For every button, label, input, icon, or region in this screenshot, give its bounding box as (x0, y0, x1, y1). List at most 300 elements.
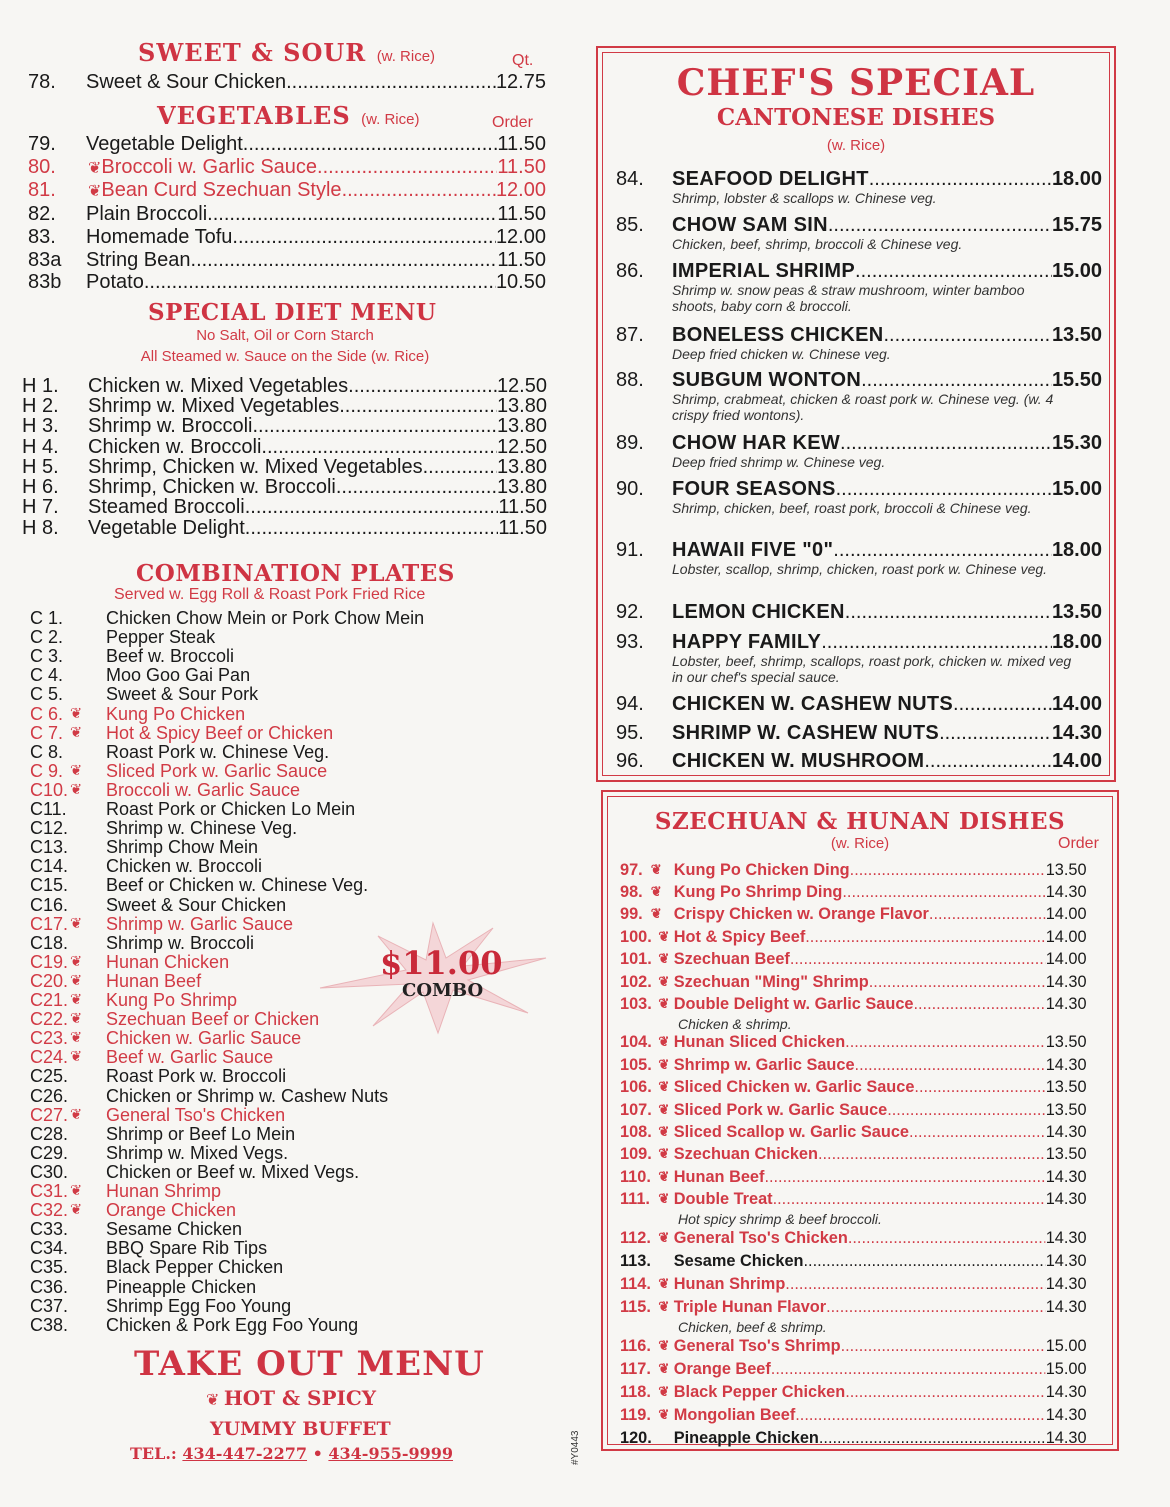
item-number: C24. (30, 1047, 69, 1068)
section-note: (w. Rice) (376, 48, 436, 65)
dot-leader (342, 179, 496, 201)
dot-leader (232, 226, 496, 248)
menu-item[interactable] (616, 260, 1102, 314)
item-name: Shrimp w. Broccoli (88, 415, 253, 437)
menu-item[interactable] (620, 1032, 1087, 1052)
menu-item[interactable] (620, 949, 1087, 969)
menu-item[interactable] (28, 271, 546, 293)
menu-item[interactable] (22, 497, 547, 517)
dot-leader (339, 396, 497, 416)
item-name: CHOW HAR KEW (672, 432, 841, 454)
menu-item[interactable] (30, 1144, 288, 1163)
dot-leader (845, 1032, 1046, 1052)
item-name: Shrimp w. Chinese Veg. (106, 818, 298, 839)
dot-leader (253, 416, 497, 436)
menu-item[interactable] (30, 705, 245, 724)
dot-leader (939, 722, 1052, 744)
pepper-icon: ❦ (88, 160, 102, 177)
item-description: Chicken, beef, shrimp, broccoli & Chinese veg. (672, 236, 963, 252)
section-subtitle: CANTONESE DISHES (716, 104, 996, 131)
pepper-icon: ❦ (658, 1407, 670, 1422)
restaurant-name: YUMMY BUFFET (210, 1418, 391, 1440)
pepper-icon: ❦ (658, 1361, 670, 1376)
item-number: C 6. (30, 703, 64, 724)
item-name: Kung Po Shrimp Ding (673, 882, 843, 901)
menu-item[interactable] (620, 1336, 1087, 1356)
hot-spicy-legend (206, 1386, 376, 1410)
item-name: Crispy Chicken w. Orange Flavor (673, 904, 929, 923)
menu-item[interactable] (22, 416, 547, 436)
item-price: 14.30 (1045, 1189, 1087, 1208)
item-number: 106. (620, 1077, 652, 1096)
menu-item[interactable] (620, 1405, 1087, 1425)
separator: • (312, 1444, 323, 1463)
dot-leader (243, 133, 498, 155)
menu-item[interactable] (28, 249, 546, 271)
item-price: 10.50 (495, 271, 546, 293)
menu-item[interactable] (620, 1274, 1087, 1294)
menu-item[interactable] (30, 1201, 236, 1220)
pepper-icon: ❦ (70, 1106, 83, 1123)
item-name: Orange Chicken (106, 1200, 237, 1221)
item-number: 81. (28, 179, 56, 201)
item-price: 11.50 (497, 156, 546, 178)
menu-item[interactable] (22, 518, 547, 538)
menu-item[interactable] (28, 156, 546, 180)
dot-leader (924, 750, 1052, 772)
menu-item[interactable] (30, 915, 293, 934)
menu-item[interactable] (620, 1359, 1087, 1379)
menu-item[interactable] (616, 750, 1102, 772)
menu-item[interactable] (616, 214, 1102, 252)
menu-item[interactable] (30, 609, 424, 628)
pepper-icon: ❦ (70, 1202, 83, 1219)
vegetables-heading (157, 101, 419, 130)
item-description: Deep fried chicken w. Chinese veg. (672, 346, 891, 362)
menu-item[interactable] (22, 437, 547, 457)
menu-item[interactable] (620, 904, 1087, 924)
menu-item[interactable] (616, 432, 1102, 470)
item-number: 89. (616, 432, 644, 454)
menu-item[interactable] (30, 724, 333, 743)
pepper-icon: ❦ (70, 781, 83, 798)
item-number: 114. (620, 1274, 651, 1293)
menu-item[interactable] (620, 1382, 1087, 1402)
menu-item[interactable] (30, 1239, 267, 1258)
menu-item[interactable] (30, 1316, 358, 1335)
item-number: C35. (30, 1257, 69, 1278)
menu-item[interactable] (616, 539, 1102, 577)
item-number: C17. (30, 913, 69, 934)
menu-item[interactable] (28, 179, 546, 203)
item-name: Mongolian Beef (673, 1405, 796, 1424)
section-title: SWEET & SOUR (138, 38, 367, 67)
item-price: 11.50 (497, 249, 546, 271)
menu-item[interactable] (620, 994, 1087, 1014)
menu-item[interactable] (620, 1077, 1087, 1097)
item-name: Shrimp, Chicken w. Broccoli (88, 476, 336, 498)
item-name: IMPERIAL SHRIMP (672, 260, 856, 282)
item-number: H 3. (22, 415, 59, 437)
dot-leader (819, 1428, 1046, 1448)
item-name: Sliced Scallop w. Garlic Sauce (673, 1122, 909, 1141)
item-name: Black Pepper Chicken (106, 1257, 284, 1278)
menu-item[interactable] (28, 203, 546, 225)
pepper-icon: ❦ (658, 1299, 670, 1314)
item-number: 102. (620, 972, 652, 991)
pepper-icon: ❦ (658, 1102, 670, 1117)
item-name: LEMON CHICKEN (672, 601, 845, 623)
item-price: 15.00 (1045, 1336, 1087, 1355)
dot-leader (207, 203, 497, 225)
menu-item[interactable] (22, 477, 547, 497)
menu-item[interactable] (30, 1182, 221, 1201)
item-number: C30. (30, 1161, 69, 1182)
item-name: Chicken or Shrimp w. Cashew Nuts (106, 1085, 389, 1106)
section-title: CHEF'S SPECIAL (676, 62, 1036, 104)
item-name: Broccoli w. Garlic Sauce (101, 156, 318, 178)
dot-leader (803, 1251, 1045, 1271)
item-name: Shrimp w. Broccoli (106, 932, 255, 953)
pepper-icon: ❦ (658, 1276, 670, 1291)
section-title: SZECHUAN & HUNAN DISHES (654, 808, 1066, 835)
item-number: C 9. (30, 760, 64, 781)
dot-leader (764, 1167, 1045, 1187)
menu-item[interactable] (28, 133, 546, 155)
menu-item[interactable] (30, 1067, 286, 1086)
item-name: Sesame Chicken (106, 1219, 243, 1240)
menu-item[interactable] (30, 934, 254, 953)
item-number: 93. (616, 631, 644, 653)
pepper-icon: ❦ (206, 1392, 220, 1409)
menu-item[interactable] (22, 457, 547, 477)
item-name: Bean Curd Szechuan Style (101, 179, 342, 201)
pepper-icon: ❦ (70, 705, 83, 722)
dot-leader (191, 249, 498, 271)
item-line (616, 750, 1102, 772)
menu-item[interactable] (620, 1167, 1087, 1187)
item-name: Sesame Chicken (673, 1251, 804, 1270)
item-name: Sweet & Sour Chicken (106, 894, 287, 915)
item-number: 110. (620, 1167, 651, 1186)
item-line (616, 478, 1102, 500)
item-price: 14.30 (1045, 1382, 1087, 1401)
menu-item[interactable] (22, 396, 547, 416)
section-note: (w. Rice) (826, 137, 886, 154)
menu-item[interactable] (30, 896, 286, 915)
menu-item[interactable] (30, 953, 229, 972)
dot-leader (841, 1336, 1046, 1356)
item-number: 117. (620, 1359, 651, 1378)
item-description: Lobster, scallop, shrimp, chicken, roast pork w. Chinese veg. (672, 561, 1048, 577)
item-price: 11.50 (497, 133, 546, 155)
menu-item[interactable] (22, 376, 547, 396)
menu-item[interactable] (30, 1087, 388, 1106)
item-price: 12.50 (496, 436, 547, 458)
item-price: 14.30 (1045, 994, 1087, 1013)
dot-leader (842, 882, 1045, 902)
phone-line (130, 1444, 453, 1463)
item-number: 79. (28, 133, 56, 155)
menu-item[interactable] (616, 722, 1102, 744)
dot-leader (795, 1405, 1045, 1425)
item-number: 112. (620, 1228, 651, 1247)
dot-leader (850, 860, 1046, 880)
item-number: 86. (616, 260, 644, 282)
item-description: Shrimp, lobster & scallops w. Chinese veg. (672, 190, 937, 206)
item-name: Sliced Chicken w. Garlic Sauce (673, 1077, 915, 1096)
item-name: Shrimp or Beef Lo Mein (106, 1123, 296, 1144)
item-name: Hot & Spicy Beef (673, 927, 806, 946)
item-name: Szechuan "Ming" Shrimp (673, 972, 869, 991)
menu-item[interactable] (30, 1029, 301, 1048)
menu-item[interactable] (30, 1010, 319, 1029)
menu-item[interactable] (28, 71, 546, 93)
item-name: Beef or Chicken w. Chinese Veg. (106, 875, 369, 896)
menu-item[interactable] (30, 800, 355, 819)
menu-item[interactable] (620, 1251, 1087, 1271)
menu-item[interactable] (30, 781, 300, 800)
item-price: 14.00 (1051, 693, 1102, 715)
item-price: 14.30 (1045, 972, 1087, 991)
item-price: 13.50 (1045, 860, 1087, 879)
menu-item[interactable] (30, 857, 262, 876)
item-number: C32. (30, 1200, 69, 1221)
dot-leader (840, 432, 1052, 454)
menu-item[interactable] (30, 1048, 273, 1067)
dot-leader (818, 1144, 1046, 1164)
dot-leader (821, 631, 1052, 653)
menu-item[interactable] (30, 1125, 295, 1144)
phone-number[interactable]: 434-955-9999 (328, 1444, 454, 1463)
menu-item[interactable] (30, 1163, 359, 1182)
item-number: 107. (620, 1100, 652, 1119)
menu-item[interactable] (30, 666, 250, 685)
item-number: C26. (30, 1085, 69, 1106)
item-number: 84. (616, 168, 644, 190)
menu-item[interactable] (30, 876, 368, 895)
item-description: Lobster, beef, shrimp, scallops, roast pork, chicken w. mixed veg in our chef's special sauce. (672, 653, 1072, 685)
item-number: C27. (30, 1104, 69, 1125)
item-price: 11.50 (497, 203, 546, 225)
item-number: H 1. (22, 375, 59, 397)
dot-leader (836, 478, 1052, 500)
menu-item[interactable] (30, 1297, 291, 1316)
menu-item[interactable] (620, 1428, 1087, 1448)
dot-leader (261, 437, 497, 457)
item-price: 14.30 (1045, 1405, 1087, 1424)
dot-leader (833, 539, 1052, 561)
menu-item[interactable] (620, 972, 1087, 992)
item-number: 109. (620, 1144, 652, 1163)
pepper-icon: ❦ (658, 1169, 670, 1184)
menu-item[interactable] (28, 226, 546, 248)
item-number: 105. (620, 1055, 652, 1074)
menu-item[interactable] (616, 324, 1102, 362)
menu-item[interactable] (620, 1228, 1087, 1248)
section-title: SPECIAL DIET MENU (148, 299, 437, 326)
item-description: Chicken, beef & shrimp. (678, 1319, 827, 1335)
item-line (616, 168, 1102, 190)
pepper-icon: ❦ (88, 183, 102, 200)
menu-item[interactable] (616, 478, 1102, 516)
item-name: String Bean (86, 249, 191, 271)
item-name: Homemade Tofu (86, 226, 233, 248)
menu-item[interactable] (620, 860, 1087, 880)
item-price: 14.00 (1045, 949, 1087, 968)
item-price: 14.30 (1045, 1167, 1087, 1186)
item-price: 14.30 (1045, 1122, 1087, 1141)
print-code: #Y0443 (570, 1430, 581, 1465)
item-price: 14.30 (1045, 1055, 1087, 1074)
menu-item[interactable] (620, 1055, 1087, 1075)
item-number: 83. (28, 226, 56, 248)
dot-leader (286, 71, 496, 93)
item-number: 94. (616, 693, 644, 715)
item-line (616, 722, 1102, 744)
dot-leader (805, 927, 1045, 947)
menu-item[interactable] (620, 927, 1087, 947)
item-name: Moo Goo Gai Pan (106, 665, 251, 686)
menu-item[interactable] (620, 1100, 1087, 1120)
pepper-icon: ❦ (650, 862, 662, 877)
item-name: Potato (86, 271, 144, 293)
item-name: Sliced Pork w. Garlic Sauce (673, 1100, 888, 1119)
menu-item[interactable] (620, 1189, 1087, 1209)
item-price: 14.30 (1045, 1228, 1087, 1247)
section-title: VEGETABLES (157, 101, 351, 130)
item-name: Plain Broccoli (86, 203, 208, 225)
item-number: C22. (30, 1009, 69, 1030)
menu-item[interactable] (30, 628, 215, 647)
item-name: Hunan Chicken (106, 951, 230, 972)
dot-leader (826, 1297, 1046, 1317)
item-name: Vegetable Delight (88, 517, 245, 539)
item-line (616, 369, 1102, 391)
menu-item[interactable] (30, 762, 327, 781)
item-name: Sliced Pork w. Garlic Sauce (106, 760, 328, 781)
item-number: 85. (616, 214, 644, 236)
item-number: C37. (30, 1295, 69, 1316)
item-line (616, 432, 1102, 454)
item-name: Chicken w. Garlic Sauce (106, 1028, 302, 1049)
item-number: H 5. (22, 456, 59, 478)
item-number: 99. (620, 904, 643, 923)
menu-item[interactable] (30, 991, 237, 1010)
menu-item[interactable] (620, 1144, 1087, 1164)
item-name: Orange Beef (673, 1359, 771, 1378)
item-line (616, 693, 1102, 715)
phone-number[interactable]: 434-447-2277 (182, 1444, 308, 1463)
dot-leader (953, 693, 1052, 715)
dot-leader (348, 376, 497, 396)
menu-item[interactable] (30, 972, 201, 991)
item-number: C 4. (30, 665, 64, 686)
combo-label: COMBO (402, 980, 484, 1001)
pepper-icon: ❦ (70, 1183, 83, 1199)
item-price: 13.50 (1045, 1144, 1087, 1163)
item-name: Chicken w. Broccoli (106, 856, 263, 877)
item-number: H 6. (22, 476, 59, 498)
dot-leader (144, 271, 496, 293)
menu-item[interactable] (30, 647, 234, 666)
menu-item[interactable] (30, 743, 329, 762)
item-price: 14.00 (1045, 927, 1087, 946)
item-name: Kung Po Chicken (106, 703, 246, 724)
pepper-icon: ❦ (70, 1011, 83, 1028)
item-line (616, 631, 1102, 653)
item-name: Hunan Beef (673, 1167, 765, 1186)
menu-item[interactable] (30, 838, 258, 857)
item-number: 80. (28, 156, 56, 178)
menu-item[interactable] (30, 1258, 283, 1277)
item-line (616, 539, 1102, 561)
item-price: 14.00 (1045, 904, 1087, 923)
item-price: 13.80 (496, 456, 547, 478)
menu-item[interactable] (616, 369, 1102, 423)
item-number: C25. (30, 1066, 69, 1087)
item-price: 14.30 (1045, 1251, 1087, 1270)
item-number: C18. (30, 932, 69, 953)
pepper-icon: ❦ (70, 1030, 83, 1047)
menu-item[interactable] (30, 1106, 285, 1125)
section-subtitle: No Salt, Oil or Corn Starch (196, 327, 374, 344)
dot-leader (861, 369, 1052, 391)
item-name: Roast Pork w. Broccoli (106, 1066, 287, 1087)
dot-leader (785, 1274, 1045, 1294)
menu-item[interactable] (30, 1278, 256, 1297)
pepper-icon: ❦ (70, 1049, 83, 1066)
item-number: 97. (620, 860, 643, 879)
pepper-icon: ❦ (650, 884, 662, 899)
item-price: 14.30 (1045, 1297, 1087, 1316)
item-name: Double Delight w. Garlic Sauce (673, 994, 914, 1013)
item-name: SHRIMP W. CASHEW NUTS (672, 722, 940, 744)
item-number: 95. (616, 722, 644, 744)
pepper-icon: ❦ (658, 1034, 670, 1049)
item-number: 115. (620, 1297, 651, 1316)
item-number: C10. (30, 779, 69, 800)
pepper-icon: ❦ (658, 1124, 670, 1139)
item-name: HAWAII FIVE "0" (672, 539, 834, 561)
menu-item[interactable] (620, 882, 1087, 902)
item-name: Pineapple Chicken (106, 1276, 257, 1297)
menu-item[interactable] (620, 1297, 1087, 1317)
item-number: H 7. (22, 496, 59, 518)
item-number: 119. (620, 1405, 651, 1424)
pepper-icon: ❦ (70, 724, 83, 741)
item-name: Hunan Shrimp (106, 1181, 222, 1201)
section-subtitle: Served w. Egg Roll & Roast Pork Fried Rice (114, 586, 426, 603)
menu-item[interactable] (616, 693, 1102, 715)
item-number: 100. (620, 927, 652, 946)
item-line (616, 601, 1102, 623)
menu-item[interactable] (30, 685, 258, 704)
item-number: 113. (620, 1251, 651, 1270)
section-note: (w. Rice) (830, 835, 890, 852)
item-name: Broccoli w. Garlic Sauce (106, 779, 301, 800)
dot-leader (869, 972, 1046, 992)
item-number: C38. (30, 1314, 69, 1335)
item-name: Hunan Shrimp (673, 1274, 786, 1293)
menu-item[interactable] (616, 601, 1102, 623)
item-number: 96. (616, 750, 644, 772)
menu-item[interactable] (616, 631, 1102, 685)
menu-item[interactable] (30, 1220, 242, 1239)
menu-item[interactable] (30, 819, 297, 838)
menu-item[interactable] (616, 168, 1102, 206)
menu-item[interactable] (620, 1122, 1087, 1142)
